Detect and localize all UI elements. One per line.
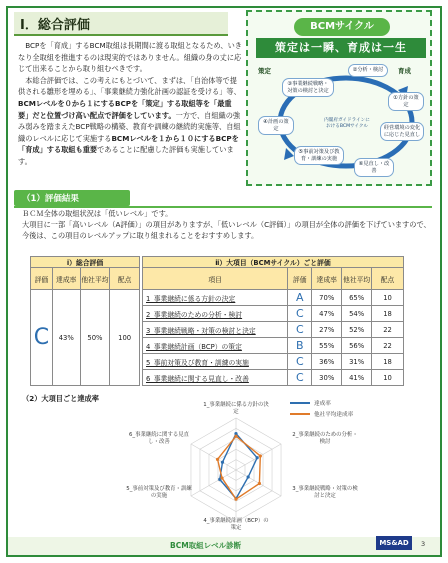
result-line-1: ＢＣＭ全体の取組状況は「低いレベル」です。 (22, 209, 173, 218)
detail-item: 4_事業継続計画（BCP）の策定 (143, 338, 288, 354)
overall-col-rate: 達成率 (52, 268, 80, 290)
intro-p2a: 本総合評価では、この考えにもとづいて、まずは、「自治体等で提供される雛形を埋める」、「事業継続力強化計画の認証を受ける」等、 (18, 75, 241, 97)
footer-title: BCM取組レベル診断 (170, 541, 242, 550)
overall-col-points: 配点 (110, 268, 140, 290)
radar-point-peer (220, 476, 223, 479)
detail-rate: 36% (312, 354, 342, 370)
msad-logo: MS&AD (376, 536, 412, 550)
radar-axis-label-3: 3_事業継続戦略・対策の検討と決定 (292, 486, 358, 499)
result-summary (22, 208, 434, 241)
table-row (143, 354, 404, 370)
overall-col-peer: 他社平均 (80, 268, 110, 290)
cycle-node-1: ①方針の策定 (388, 92, 424, 111)
detail-item: 5_事前対策及び教育・訓練の実施 (143, 354, 288, 370)
radar-axis-label-6: 6_事業継続に関する見直し・改善 (128, 432, 190, 445)
detail-points: 22 (372, 338, 404, 354)
detail-item: 1_事業継続に係る方針の決定 (143, 290, 288, 306)
detail-grade: C (288, 322, 312, 338)
overall-rate: 43% (52, 290, 80, 386)
intro-p2e: であることに配慮した評価も実施しています。 (18, 145, 234, 166)
result-line-2: 大項目に一部「高いレベル（A評価）」の項目がありますが、「低いレベル（C評価）」の項目が全体の評価を下げていますので、今後は、この項目のレベルアップに取り組まれることをおすすめします。 (22, 220, 431, 240)
radar-axis-label-2: 2_事業継続のための分析・検討 (292, 432, 358, 445)
detail-rate: 30% (312, 370, 342, 386)
cycle-node-4: ④計画の策定 (258, 116, 294, 135)
detail-grade: B (288, 338, 312, 354)
cycle-cap-strategy: 策定 (258, 67, 271, 75)
detail-item: 2_事業継続のための分析・検討 (143, 306, 288, 322)
cycle-node-env: 経営環境の変化に応じた見直し (380, 122, 424, 141)
detail-peer: 31% (342, 354, 372, 370)
detail-grade: A (288, 290, 312, 306)
section-title-text: Ⅰ．総合評価 (20, 18, 90, 33)
radar-chart (14, 404, 434, 534)
detail-peer: 56% (342, 338, 372, 354)
intro-p2d: BCMレベルを１から１０にするBCPを「育成」する取組も重要 (18, 133, 239, 155)
detail-col-rate: 達成率 (312, 268, 342, 290)
detail-rate: 27% (312, 322, 342, 338)
intro-p2b: BCMレベルを０から１にするBCPを「策定」する取組等を「最重要」だと位置づけ高い配点で評価をしています。 (18, 98, 232, 120)
legend-label-peer: 他社平均達成率 (314, 412, 354, 418)
detail-peer: 54% (342, 306, 372, 322)
overall-grade: C (31, 290, 53, 386)
overall-points: 100 (110, 290, 140, 386)
intro-p2 (18, 75, 242, 168)
detail-points: 18 (372, 354, 404, 370)
radar-axis-label-1: 1_事業継続に係る方針の決定 (203, 402, 269, 415)
table-row (143, 290, 404, 306)
detail-item: 3_事業継続戦略・対策の検討と決定 (143, 322, 288, 338)
cycle-node-6: ⑥見直し・改善 (354, 158, 394, 177)
detail-rate: 70% (312, 290, 342, 306)
detail-points: 22 (372, 322, 404, 338)
radar-point-peer (216, 458, 219, 461)
radar-point-peer (234, 498, 237, 501)
detail-grade: C (288, 306, 312, 322)
detail-points: 18 (372, 306, 404, 322)
overall-table (30, 256, 140, 386)
intro-p2c: 一方で、自組織の強み弱みを踏まえたBCP戦略の構築、教育や訓練の継続的実施等、自組織のレベルに応じて実施する (18, 110, 241, 143)
radar-point-peer (234, 435, 237, 438)
detail-item: 6_事業継続に関する見直し・改善 (143, 370, 288, 386)
detail-col-peer: 他社平均 (342, 268, 372, 290)
cycle-cap-growth: 育成 (398, 67, 411, 75)
section-title (14, 12, 228, 36)
overall-peer: 50% (80, 290, 110, 386)
page-number: 3 (421, 540, 426, 548)
detail-col-grade: 評価 (288, 268, 312, 290)
result-heading-text: （1）評価結果 (22, 194, 79, 204)
detail-peer: 52% (342, 322, 372, 338)
table-row (143, 338, 404, 354)
detail-rate: 47% (312, 306, 342, 322)
cycle-node-3: ③事業継続戦略・対策の検討と決定 (282, 78, 334, 97)
detail-grade: C (288, 370, 312, 386)
detail-grade: C (288, 354, 312, 370)
radar-spoke (191, 470, 236, 496)
table-row (143, 306, 404, 322)
table-row (143, 370, 404, 386)
radar-axis-label-4: 4_事業継続計画（BCP）の策定 (203, 518, 269, 531)
radar-point-self (247, 475, 250, 478)
detail-rate: 55% (312, 338, 342, 354)
detail-group-header: ⅱ）大項目（BCMサイクル）ごと評価 (143, 257, 404, 268)
legend-swatch-peer (290, 413, 310, 415)
table-row (143, 322, 404, 338)
radar-point-peer (259, 454, 262, 457)
legend-item-peer (290, 410, 353, 418)
radar-point-self (256, 456, 259, 459)
result-heading (14, 190, 130, 206)
overall-group-header: ⅰ）総合評価 (31, 257, 140, 268)
radar-point-self (221, 461, 224, 464)
detail-table (142, 256, 404, 386)
legend-item-self (290, 399, 353, 407)
detail-peer: 41% (342, 370, 372, 386)
detail-col-item: 項目 (143, 268, 288, 290)
radar-point-peer (258, 482, 261, 485)
cycle-node-2: ②分析・検討 (348, 64, 388, 77)
detail-points: 10 (372, 290, 404, 306)
detail-points: 10 (372, 370, 404, 386)
bcm-cycle-motto: 策定は一瞬、育成は一生 (256, 38, 426, 58)
bcm-cycle-badge: BCMサイクル (294, 18, 390, 36)
intro-text (18, 40, 242, 168)
cycle-center-caption: 内閣府ガイドラインにおけるBCMサイクル (324, 118, 370, 129)
overall-col-grade: 評価 (31, 268, 53, 290)
radar-axis-label-5: 5_事前対策及び教育・訓練の実施 (126, 486, 192, 499)
radar-heading: （2）大項目ごと達成率 (22, 394, 99, 403)
legend-label-self: 達成率 (314, 401, 331, 407)
radar-legend (290, 399, 353, 421)
detail-col-points: 配点 (372, 268, 404, 290)
cycle-node-5: ⑤事前対策及び教育・訓練の実施 (294, 146, 344, 165)
intro-p1: BCPを「育成」するBCM取組は長期間に渡る取組となるため、いきなり全取組を推進するのは現実的ではありません。組織の身の丈に応じて出来ることから取り組むべきです。 (18, 41, 242, 74)
legend-swatch-self (290, 402, 310, 404)
bcm-cycle-panel (246, 10, 432, 186)
detail-peer: 65% (342, 290, 372, 306)
